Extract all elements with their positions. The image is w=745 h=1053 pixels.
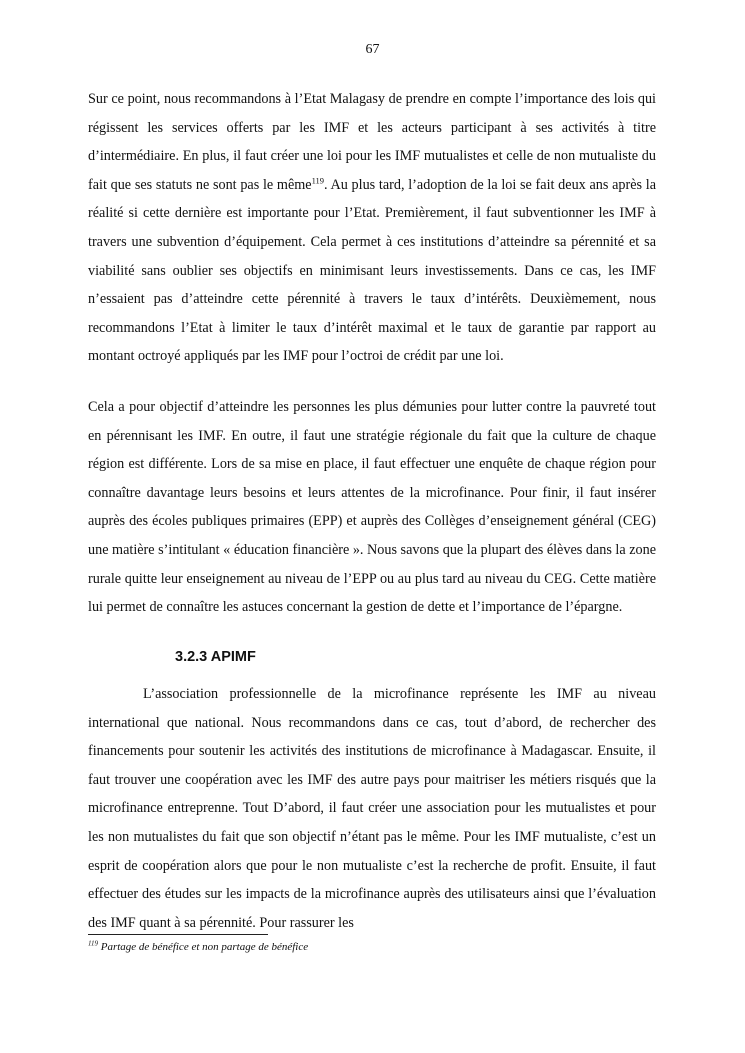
footnote <box>88 939 308 955</box>
section-heading: 3.2.3 APIMF <box>175 649 256 665</box>
page-number: 67 <box>365 42 380 57</box>
paragraph-2: Cela a pour objectif d’atteindre les personnes les plus démunies pour lutter contre la pauvreté tout en pérennisant les IMF. En outre, il faut une stratégie régionale du fait que la culture de chaque région est différente. Lors de sa mise en place, il faut effectuer une enquête de chaque région pour connaître davantage leurs besoins et leurs attentes de la microfinance. Pour finir, il faut insérer auprès des écoles publiques primaires (EPP) et auprès des Collèges d’enseignement général (CEG) une matière s’intitulant « éducation financière ». Nous savons que la plupart des élèves dans la zone rurale quitte leur enseignement au niveau de l’EPP ou au plus tard au niveau du CEG. Cette matière lui permet de connaître les astuces concernant la gestion de dette et l’importance de l’épargne. <box>88 399 656 616</box>
footnote-separator <box>88 934 268 935</box>
footnote-number: 119 <box>88 939 98 948</box>
footnote-text: Partage de bénéfice et non partage de bénéfice <box>97 941 309 953</box>
paragraph-1-text-start: Sur ce point, nous recommandons à l’Etat Malagasy de prendre en compte l’importance des lois qui régissent les services offerts par les IMF et les acteurs participant à ses activités à titre d’intermédiaire. En plus, il faut créer une loi pour les IMF mutualistes et celle de non mutualiste du fait que ses statuts ne sont pas le même <box>88 91 656 193</box>
paragraph-1 <box>88 85 656 371</box>
paragraph-3: L’association professionnelle de la microfinance représente les IMF au niveau international que national. Nous recommandons dans ce cas, tout d’abord, de rechercher des financements pour soutenir les activités des institutions de microfinance à Madagascar. Ensuite, il faut trouver une coopération avec les IMF des autre pays pour maitriser les métiers risqués que la microfinance entreprenne. Tout D’abord, il faut créer une association pour les mutualistes et pour les non mutualistes du fait que son objectif n’étant pas le même. Pour les IMF mutualiste, c’est un esprit de coopération alors que pour le non mutualiste c’est la recherche de profit. Ensuite, il faut effectuer des études sur les impacts de la microfinance auprès des utilisateurs ainsi que l’évaluation des IMF quant à sa pérennité. Pour rassurer les <box>88 686 656 931</box>
paragraph-1-text-end: . Au plus tard, l’adoption de la loi se fait deux ans après la réalité si cette dernière est importante pour l’Etat. Premièrement, il faut subventionner les IMF à travers une subvention d’équipement. Cela permet à ces institutions d’atteindre sa pérennité et sa viabilité sans oublier ses objectifs en minimisant leurs investissements. Dans ce cas, les IMF n’essaient pas d’atteindre cette pérennité à travers le taux d’intérêts. Deuxièmement, nous recommandons l’Etat à limiter le taux d’intérêt maximal et le taux de garantie par rapport au montant octroyé appliqués par les IMF pour l’octroi de crédit par une loi. <box>88 176 656 365</box>
footnote-reference: 119 <box>311 175 325 186</box>
